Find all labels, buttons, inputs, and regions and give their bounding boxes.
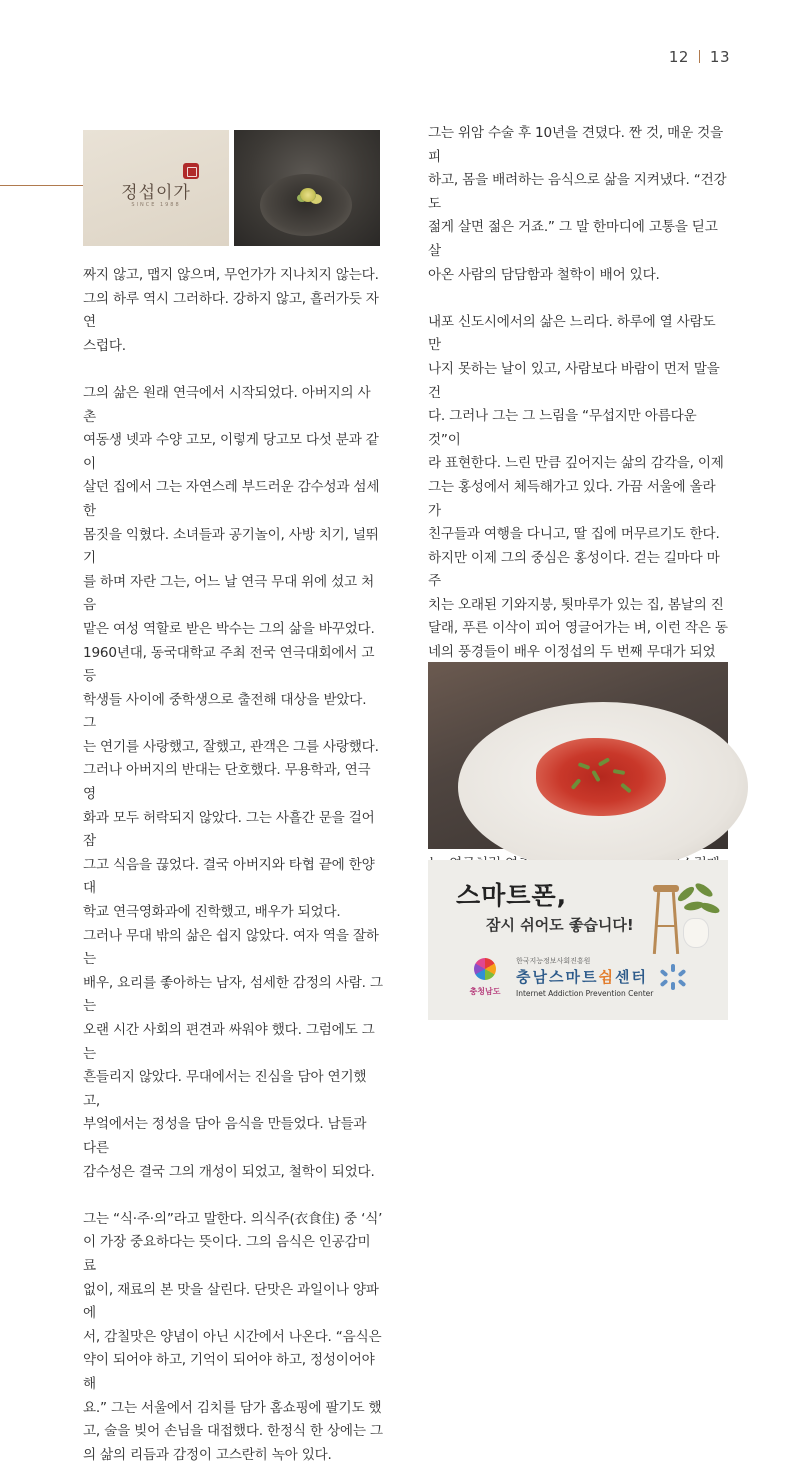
text-line: 1960년대, 동국대학교 주최 전국 연극대회에서 고등 [83,644,375,685]
text-line: 하고, 몸을 배려하는 음식으로 삶을 지켜냈다. “건강도 [428,172,727,212]
banner-title: 스마트폰, [456,881,568,910]
dish-bowl-photo [234,130,380,246]
text-line: 라 표현한다. 느린 만큼 깊어지는 삶의 감각을, 이제 [428,455,724,472]
text-line: 학교 연극영화과에 진학했고, 배우가 되었다. [83,904,341,921]
text-line: 그러나 무대 밖의 삶은 쉽지 않았다. 여자 역을 잘하는 [83,927,379,968]
text-line: 하지만 이제 그의 중심은 홍성이다. 걷는 길마다 마주 [428,549,720,590]
text-line: 약이 되어야 하고, 기억이 되어야 하고, 정성이어야 해 [83,1352,375,1392]
sauce [536,738,666,816]
text-line: 달래, 푸른 이삭이 피어 영글어가는 벼, 이런 작은 동 [428,620,728,637]
text-line: 그의 삶은 원래 연극에서 시작되었다. 아버지의 사촌 [83,384,371,425]
banner-subtitle: 잠시 쉬어도 좋습니다! [486,916,634,934]
text-line: 살던 집에서 그는 자연스레 부드러운 감수성과 섬세한 [83,479,380,519]
text-line: 내포 신도시에서의 삶은 느리다. 하루에 열 사람도 만 [428,313,716,354]
page-numbers [669,48,730,66]
bowl [260,174,352,236]
food [300,188,316,202]
stool-icon [653,885,679,955]
text-line: 네의 풍경들이 배우 이정섭의 두 번째 무대가 되었 [428,644,716,661]
text-line: 오랜 시간 사회의 편견과 싸워야 했다. 그럼에도 그는 [83,1022,375,1062]
text-line: 젊게 살면 젊은 거죠.” 그 말 한마디에 고통을 딛고 살 [428,219,718,259]
logo-seal-icon [183,163,199,179]
text-line: 학생들 사이에 중학생으로 출전해 대상을 받았다. 그 [83,691,367,732]
restaurant-logo-photo [83,130,229,246]
text-line: 감수성은 결국 그의 개성이 되었고, 철학이 되었다. [83,1163,375,1180]
article-column-left [83,264,383,1467]
leaf-icon [694,881,715,899]
page-number-right: 13 [709,48,730,66]
plant-pot-icon [683,918,709,948]
text-line: 그는 홍성에서 체득해가고 있다. 가끔 서울에 올라가 [428,478,716,519]
chungnam-logo [468,958,502,1002]
text-line: 그의 하루 역시 그러하다. 강하지 않고, 흘러가듯 자연 [83,290,379,331]
text-line: 친구들과 여행을 다니고, 딸 집에 머무르기도 한다. [428,526,720,543]
text-line: 그는 “식·주·의”라고 말한다. 의식주(衣食住) 중 ‘식’ [83,1210,383,1227]
center-org: 한국지능정보사회진흥원 [516,957,591,965]
text-line: 서, 감칠맛은 양념이 아닌 시간에서 나온다. “음식은 [83,1328,382,1345]
smart-center-banner[interactable] [428,860,728,1020]
leaf-icon [699,901,721,915]
text-line: 요.” 그는 서울에서 김치를 담가 홈쇼핑에 팔기도 했 [83,1399,382,1416]
region-name: 충청남도 [469,987,501,996]
text-line: 고, 술을 빚어 손님을 대접했다. 한정식 한 상에는 그 [83,1423,383,1440]
text-line: 그러나 아버지의 반대는 단호했다. 무용학과, 연극영 [83,762,371,803]
center-emblem-icon [660,964,686,990]
text-line: 나지 못하는 날이 있고, 사람보다 바람이 먼저 말을 건 [428,360,720,401]
text-line: 몸짓을 익혔다. 소녀들과 공기놀이, 사방 치기, 널뛰기 [83,526,379,567]
text-line: 흔들리지 않았다. 무대에서는 진심을 담아 연기했고, [83,1069,367,1109]
text-line: 화과 모두 허락되지 않았다. 그는 사흘간 문을 걸어 잠 [83,809,375,850]
plate [458,702,748,872]
text-line: 는 연기를 사랑했고, 잘했고, 관객은 그를 사랑했다. [83,738,379,755]
paragraph-gap [83,358,383,382]
text-line: 없이, 재료의 본 맛을 살린다. 단맛은 과일이나 양파에 [83,1281,379,1322]
page-number-divider [699,50,700,63]
logo-sub: SINCE 1988 [131,202,181,208]
text-line: 맡은 여성 역할로 받은 박수는 그의 삶을 바꾸었다. [83,620,375,637]
text-line: 부엌에서는 정성을 담아 음식을 만들었다. 남들과 다른 [83,1116,367,1156]
text-line: 다. 그러나 그는 그 느림을 “무섭지만 아름다운 것”이 [428,408,697,448]
paragraph-gap [428,287,728,311]
text-line: 여동생 넷과 수양 고모, 이렇게 당고모 다섯 분과 같이 [83,432,379,472]
text-line: 치는 오래된 기와지붕, 툇마루가 있는 집, 봄날의 진 [428,596,724,613]
center-english-name: Internet Addiction Prevention Center [516,989,654,998]
text-line: 그고 식음을 끊었다. 결국 아버지와 타협 끝에 한양대 [83,856,375,897]
logo-text: 정섭이가 [121,183,191,203]
center-name: 충남스마트쉼센터 [516,968,648,986]
chungnam-flower-icon [474,958,496,980]
text-line: 그는 위암 수술 후 10년을 견뎠다. 짠 것, 매운 것을 피 [428,125,723,165]
text-line: 의 삶의 리듬과 감정이 고스란히 녹아 있다. [83,1446,332,1463]
text-line: 아온 사람의 담담함과 철학이 배어 있다. [428,266,660,283]
text-line: 스럽다. [83,337,126,354]
text-line: 짜지 않고, 맵지 않으며, 무언가가 지나치지 않는다. [83,267,379,283]
text-line: 를 하며 자란 그는, 어느 날 연극 무대 위에 섰고 처음 [83,573,375,614]
text-line: 배우, 요리를 좋아하는 남자, 섬세한 감정의 사람. 그는 [83,974,383,1015]
page-number-left: 12 [668,48,689,66]
paragraph-gap [83,1184,383,1208]
text-line: 이 가장 중요하다는 뜻이다. 그의 음식은 인공감미료 [83,1234,371,1274]
kimchi-dish-photo [428,662,728,849]
